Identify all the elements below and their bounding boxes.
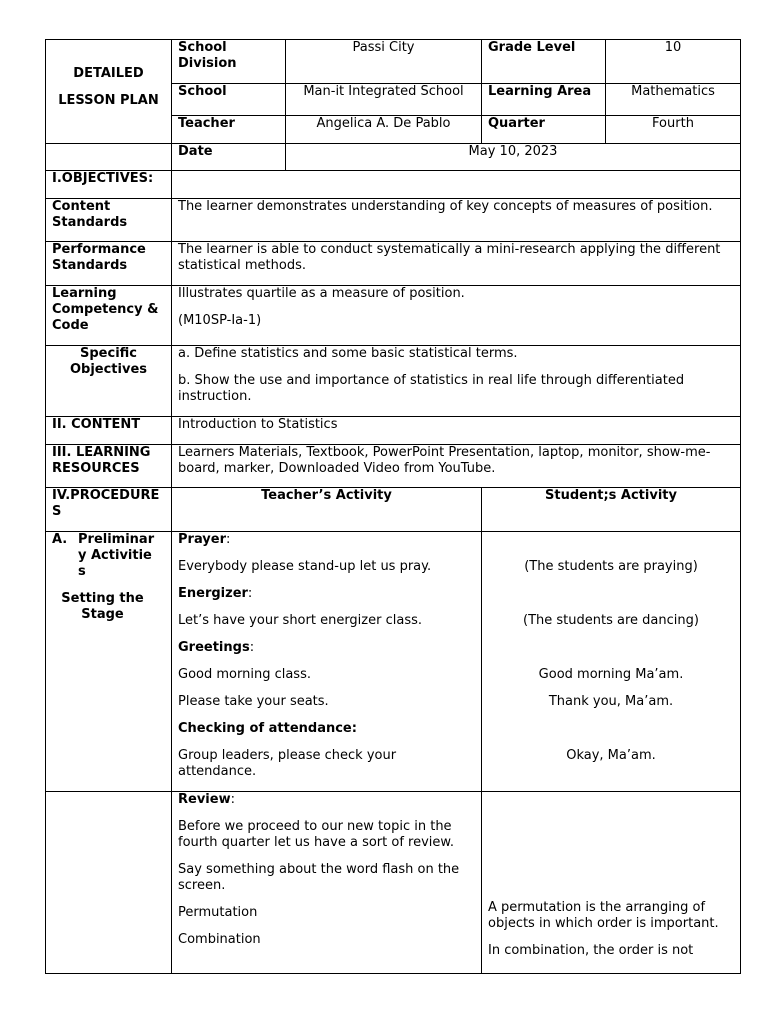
content-value: Introduction to Statistics (172, 417, 741, 445)
student-spacer-4 (488, 721, 734, 737)
greetings-student-1: Good morning Ma’am. (538, 667, 684, 682)
title-spacer-cell (46, 144, 172, 171)
preliminary-student-cell (482, 532, 741, 792)
student-activity-header: Student;s Activity (482, 488, 741, 532)
content-heading: II. CONTENT (46, 417, 172, 445)
learning-resources-value: Learners Materials, Textbook, PowerPoint Presentation, laptop, monitor, show-me-board, marker, Downloaded Video from YouTube. (172, 445, 741, 488)
review-label: Review (178, 792, 231, 807)
performance-standards-value: The learner is able to conduct systematically a mini-research applying the different statistical methods. (172, 242, 741, 286)
attendance-label: Checking of attendance: (178, 721, 357, 736)
greetings-student-2: Thank you, Ma’am. (548, 694, 674, 709)
title-line-2: LESSON PLAN (58, 93, 159, 108)
student-spacer-2 (488, 586, 734, 602)
learning-competency-code: (M10SP-Ia-1) (178, 313, 262, 328)
energizer-teacher: Let’s have your short energizer class. (178, 613, 422, 628)
date-value: May 10, 2023 (286, 144, 741, 171)
lesson-plan-page (45, 39, 740, 974)
energizer-label: Energizer (178, 586, 248, 601)
objectives-heading: I.OBJECTIVES: (46, 171, 172, 199)
quarter-label: Quarter (482, 116, 606, 144)
date-label: Date (172, 144, 286, 171)
learning-area-value: Mathematics (606, 84, 741, 116)
student-spacer-3 (488, 640, 734, 656)
specific-objective-b: b. Show the use and importance of statistics in real life through differentiated instruction. (178, 373, 685, 404)
review-word-combination: Combination (178, 932, 261, 947)
review-student-2: In combination, the order is not (488, 943, 694, 958)
school-value: Man-it Integrated School (286, 84, 482, 116)
content-standards-label: Content Standards (46, 199, 172, 242)
content-standards-value: The learner demonstrates understanding of key concepts of measures of position. (172, 199, 741, 242)
school-division-value: Passi City (286, 40, 482, 84)
school-label: School (172, 84, 286, 116)
greetings-label: Greetings (178, 640, 250, 655)
lesson-plan-table (45, 39, 741, 974)
greetings-heading: Greetings: (178, 640, 255, 655)
specific-objective-a: a. Define statistics and some basic statistical terms. (178, 346, 518, 361)
preliminary-heading (52, 532, 165, 580)
learning-competency-label: Learning Competency & Code (46, 286, 172, 346)
review-student-1: A permutation is the arranging of objects in which order is important. (488, 900, 719, 931)
objectives-heading-blank (172, 171, 741, 199)
attendance-student: Okay, Ma’am. (566, 748, 656, 763)
prayer-student: (The students are praying) (524, 559, 698, 574)
greetings-teacher-2: Please take your seats. (178, 694, 329, 709)
procedures-heading: IV.PROCEDURES (46, 488, 172, 532)
greetings-teacher-1: Good morning class. (178, 667, 311, 682)
grade-level-label: Grade Level (482, 40, 606, 84)
review-student-spacer (488, 792, 734, 900)
preliminary-label: Preliminary Activities (78, 532, 155, 579)
prayer-heading: Prayer: (178, 532, 231, 547)
energizer-student: (The students are dancing) (523, 613, 699, 628)
learning-resources-heading: III. LEARNING RESOURCES (46, 445, 172, 488)
review-teacher-cell (172, 792, 482, 974)
preliminary-activities-label (46, 532, 172, 792)
student-spacer-1 (488, 532, 734, 548)
review-heading: Review: (178, 792, 235, 807)
prayer-teacher: Everybody please stand-up let us pray. (178, 559, 432, 574)
learning-competency-value: Illustrates quartile as a measure of position. (178, 286, 465, 301)
review-teacher-1: Before we proceed to our new topic in the fourth quarter let us have a sort of review. (178, 819, 454, 850)
grade-level-value: 10 (606, 40, 741, 84)
quarter-value: Fourth (606, 116, 741, 144)
energizer-heading: Energizer: (178, 586, 253, 601)
lesson-plan-title (46, 40, 172, 144)
specific-objectives-label: Specific Objectives (46, 346, 172, 417)
attendance-teacher: Group leaders, please check your attendance. (178, 748, 397, 779)
school-division-label: School Division (172, 40, 286, 84)
prayer-label: Prayer (178, 532, 227, 547)
review-student-cell (482, 792, 741, 974)
specific-objectives-cell (172, 346, 741, 417)
teacher-value: Angelica A. De Pablo (286, 116, 482, 144)
learning-competency-cell (172, 286, 741, 346)
preliminary-teacher-cell (172, 532, 482, 792)
review-teacher-2: Say something about the word flash on the screen. (178, 862, 460, 893)
title-line-1: DETAILED (73, 66, 144, 81)
setting-stage-label: Setting the Stage (61, 591, 144, 622)
performance-standards-label: Performance Standards (46, 242, 172, 286)
learning-area-label: Learning Area (482, 84, 606, 116)
teacher-activity-header: Teacher’s Activity (172, 488, 482, 532)
review-label-cell (46, 792, 172, 974)
review-word-permutation: Permutation (178, 905, 258, 920)
teacher-label: Teacher (172, 116, 286, 144)
preliminary-letter: A. (52, 532, 68, 547)
